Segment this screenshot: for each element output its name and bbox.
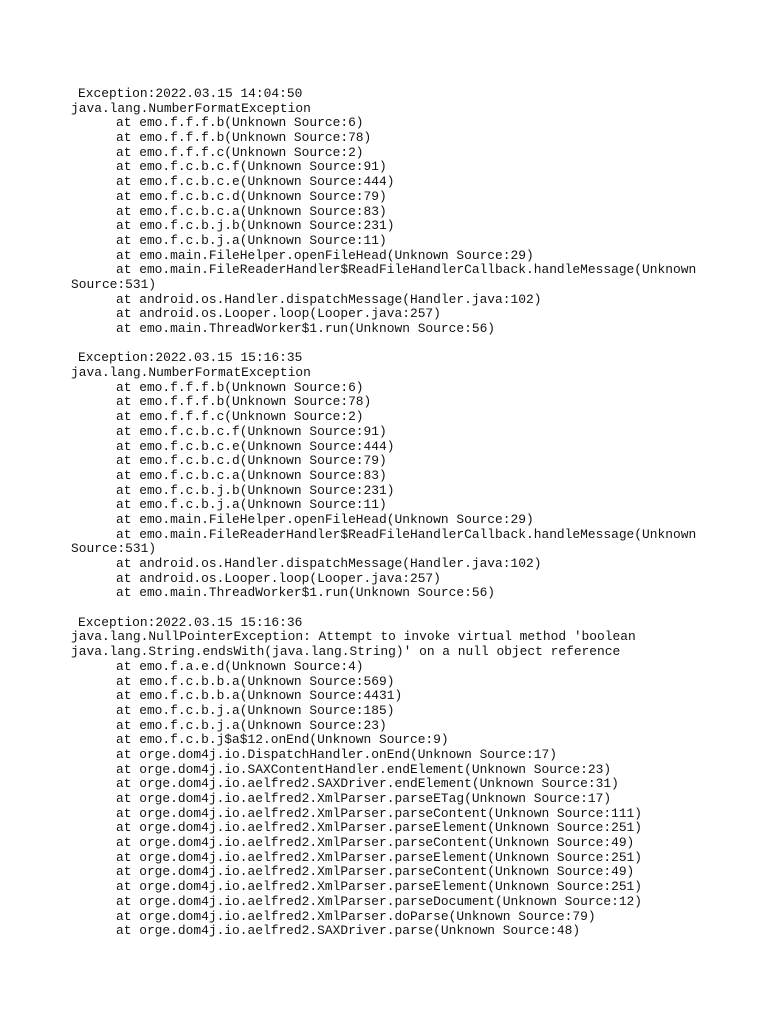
stack-frame-line: at orge.dom4j.io.aelfred2.XmlParser.parseETag(Unknown Source:17) (116, 791, 612, 806)
stack-frame-line: at orge.dom4j.io.aelfred2.XmlParser.doParse(Unknown Source:79) (116, 908, 596, 924)
stack-frame-line: at emo.f.c.b.c.d(Unknown Source:79) (116, 453, 387, 469)
stack-frame-line: at emo.f.c.b.j.a(Unknown Source:23) (116, 717, 387, 733)
stack-frame-line: at emo.f.f.f.b(Unknown Source:78) (116, 130, 372, 146)
stack-frame-line: at emo.main.FileReaderHandler$ReadFileHandlerCallback.handleMessage(Unknown (116, 526, 697, 542)
exception-message-line: java.lang.NumberFormatException (71, 365, 311, 381)
stack-frame-line: at emo.f.c.b.j.a(Unknown Source:11) (116, 497, 387, 513)
stack-frame-line: at emo.main.FileHelper.openFileHead(Unknown Source:29) (116, 511, 534, 527)
stack-frame-line: at orge.dom4j.io.SAXContentHandler.endElement(Unknown Source:23) (116, 761, 612, 777)
stack-frame-line: at emo.f.c.b.c.e(Unknown Source:444) (116, 174, 395, 190)
stack-frame-line: at android.os.Handler.dispatchMessage(Handler.java:102) (116, 291, 542, 307)
stack-frame-line: at orge.dom4j.io.aelfred2.XmlParser.parseContent(Unknown Source:49) (116, 864, 635, 880)
exception-message-line: java.lang.NumberFormatException (71, 100, 311, 116)
exception-log (71, 87, 751, 954)
stack-frame-line: at orge.dom4j.io.aelfred2.XmlParser.parseElement(Unknown Source:251) (116, 849, 643, 865)
stack-frame-line: at orge.dom4j.io.aelfred2.XmlParser.parseDocument(Unknown Source:12) (116, 893, 643, 909)
stack-frame-line: at emo.f.c.b.c.a(Unknown Source:83) (116, 203, 387, 219)
stack-frame-line: at emo.f.f.f.c(Unknown Source:2) (116, 409, 364, 425)
stack-frame-line: at emo.main.ThreadWorker$1.run(Unknown Source:56) (116, 585, 496, 601)
stack-frame-line: at emo.f.c.b.b.a(Unknown Source:4431) (116, 688, 403, 704)
exception-header: Exception:2022.03.15 15:16:36 (78, 614, 303, 630)
exception-block (71, 87, 751, 337)
stack-frame-line: at orge.dom4j.io.aelfred2.SAXDriver.parse(Unknown Source:48) (116, 923, 581, 939)
stack-frame-line: at emo.f.c.b.c.d(Unknown Source:79) (116, 188, 387, 204)
exception-message-line: java.lang.String.endsWith(java.lang.String)' on a null object reference (71, 644, 621, 660)
stack-frame-line: at emo.main.FileReaderHandler$ReadFileHandlerCallback.handleMessage(Unknown (116, 262, 697, 278)
exception-message-line: Source:531) (71, 276, 157, 292)
stack-frame-line: at emo.f.f.f.b(Unknown Source:6) (116, 115, 364, 131)
stack-frame-line: at emo.f.f.f.c(Unknown Source:2) (116, 144, 364, 160)
exception-header: Exception:2022.03.15 14:04:50 (78, 86, 303, 101)
exception-block (71, 616, 751, 939)
stack-frame-line: at emo.f.c.b.j$a$12.onEnd(Unknown Source:9) (116, 732, 449, 748)
stack-frame-line: at android.os.Looper.loop(Looper.java:257) (116, 570, 441, 586)
stack-frame-line: at emo.main.FileHelper.openFileHead(Unknown Source:29) (116, 247, 534, 263)
stack-frame-line: at orge.dom4j.io.aelfred2.XmlParser.parseElement(Unknown Source:251) (116, 820, 643, 836)
stack-frame-line: at emo.f.c.b.c.f(Unknown Source:91) (116, 159, 387, 175)
exception-message-line: Source:531) (71, 541, 157, 557)
stack-frame-line: at emo.f.f.f.b(Unknown Source:6) (116, 379, 364, 395)
stack-frame-line: at orge.dom4j.io.aelfred2.SAXDriver.endElement(Unknown Source:31) (116, 776, 619, 792)
stack-frame-line: at android.os.Handler.dispatchMessage(Handler.java:102) (116, 556, 542, 571)
stack-frame-line: at android.os.Looper.loop(Looper.java:257) (116, 306, 441, 322)
stack-frame-line: at emo.f.f.f.b(Unknown Source:78) (116, 394, 372, 410)
stack-frame-line: at emo.f.a.e.d(Unknown Source:4) (116, 658, 364, 674)
stack-frame-line: at emo.f.c.b.j.a(Unknown Source:185) (116, 702, 395, 718)
exception-message-line: java.lang.NullPointerException: Attempt to invoke virtual method 'boolean (71, 629, 636, 645)
stack-frame-line: at emo.main.ThreadWorker$1.run(Unknown Source:56) (116, 321, 496, 336)
exception-block (71, 351, 751, 601)
stack-frame-line: at orge.dom4j.io.DispatchHandler.onEnd(Unknown Source:17) (116, 746, 557, 762)
stack-frame-line: at emo.f.c.b.j.a(Unknown Source:11) (116, 232, 387, 248)
stack-frame-line: at emo.f.c.b.j.b(Unknown Source:231) (116, 218, 395, 234)
stack-frame-line: at emo.f.c.b.c.a(Unknown Source:83) (116, 467, 387, 483)
stack-frame-line: at emo.f.c.b.b.a(Unknown Source:569) (116, 673, 395, 689)
stack-frame-line: at orge.dom4j.io.aelfred2.XmlParser.parseElement(Unknown Source:251) (116, 879, 643, 895)
stack-frame-line: at orge.dom4j.io.aelfred2.XmlParser.parseContent(Unknown Source:49) (116, 835, 635, 851)
stack-frame-line: at emo.f.c.b.c.e(Unknown Source:444) (116, 438, 395, 454)
stack-frame-line: at emo.f.c.b.j.b(Unknown Source:231) (116, 482, 395, 498)
exception-header: Exception:2022.03.15 15:16:35 (78, 350, 303, 366)
stack-frame-line: at orge.dom4j.io.aelfred2.XmlParser.parseContent(Unknown Source:111) (116, 805, 643, 821)
stack-frame-line: at emo.f.c.b.c.f(Unknown Source:91) (116, 423, 387, 439)
